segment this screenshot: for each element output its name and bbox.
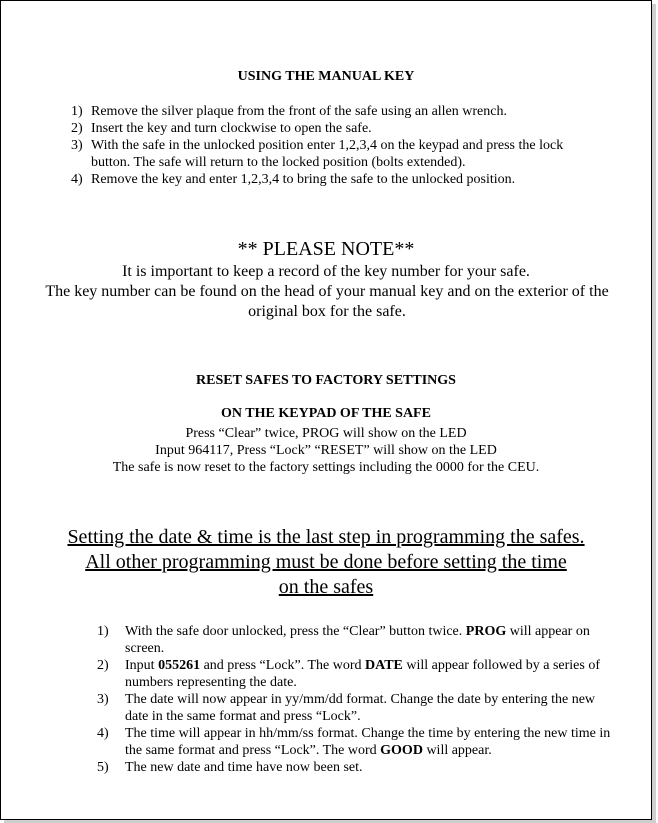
manual-key-steps (71, 103, 601, 188)
reset-heading: RESET SAFES TO FACTORY SETTINGS (196, 373, 456, 388)
list-item: 1) With the safe door unlocked, press the “Clear” button twice. PROG will appear on screen. (97, 624, 590, 656)
datetime-notice: on the safes (278, 576, 374, 598)
list-item: 3) With the safe in the unlocked position enter 1,2,3,4 on the keypad and press the lock button. The safe will return to the locked position (bolts extended). (71, 138, 564, 170)
list-item: 4) The time will appear in hh/mm/ss format. Change the time by entering the new time in the same format and press “Lock”. The word GOOD will appear. (97, 726, 611, 758)
reset-line: Input 964117, Press “Lock” “RESET” will show on the LED (155, 443, 497, 458)
please-note-line: It is important to keep a record of the key number for your safe. (122, 263, 530, 280)
datetime-notice: Setting the date & time is the last step in programming the safes. (67, 526, 585, 548)
list-item: 4) Remove the key and enter 1,2,3,4 to bring the safe to the unlocked position. (71, 172, 516, 187)
manual-key-heading: USING THE MANUAL KEY (237, 69, 415, 84)
datetime-steps (97, 623, 619, 776)
reset-line: Press “Clear” twice, PROG will show on the LED (185, 426, 467, 441)
keypad-subheading: ON THE KEYPAD OF THE SAFE (221, 406, 431, 421)
list-item: 2) Insert the key and turn clockwise to open the safe. (71, 121, 372, 136)
list-item: 3) The date will now appear in yy/mm/dd format. Change the date by entering the new date in the same format and press “Lock”. (97, 692, 596, 724)
list-item: 5) The new date and time have now been set. (97, 760, 363, 775)
datetime-notice: All other programming must be done before setting the time (85, 551, 567, 573)
list-item: 2) Input 055261 and press “Lock”. The word DATE will appear followed by a series of numbers representing the date. (97, 658, 600, 690)
reset-line: The safe is now reset to the factory settings including the 0000 for the CEU. (112, 460, 540, 475)
list-item: 1) Remove the silver plaque from the front of the safe using an allen wrench. (71, 104, 507, 119)
please-note-title: ** PLEASE NOTE** (237, 238, 415, 260)
please-note-line: The key number can be found on the head of your manual key and on the exterior of the original box for the safe. (45, 283, 609, 320)
